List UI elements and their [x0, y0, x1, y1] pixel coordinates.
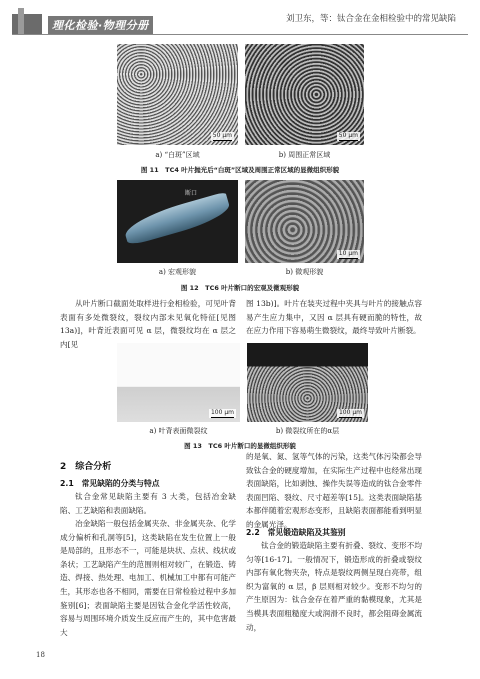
subsection-2-2-heading: 2.2 常见锻造缺陷及其鉴别 [246, 528, 346, 537]
fig12b-sem-photo [245, 180, 364, 263]
fig11b-scale-bar: 50 μm [338, 132, 358, 139]
logo-mark-bar [18, 8, 24, 34]
fig11-caption: 图 11 TC4 叶片抛光后“白斑”区域及周围正常区域的显微组织形貌 [140, 166, 340, 174]
fig11a-micrograph [117, 44, 238, 145]
logo-mark [12, 14, 42, 34]
section2-paragraph-4: 钛合金的锻造缺陷主要有折叠、裂纹、变形不均匀等[16-17]。一般情况下，锻造形成的折叠或裂纹内部有氧化物夹杂，特点是裂纹两侧呈现白亮带，组织为富氧的 α 层，β 层则相对较少。变形不均匀的产生原因为：钛合金存在着严重的黏模现象，尤其是当模具表面粗糙度大或润滑不良时，都会阻碍金属流动， [246, 541, 422, 632]
fig13a-label: a) 叶背表面微裂纹 [149, 427, 208, 435]
fig12b-scale-bar: 10 μm [338, 250, 358, 257]
blade-shape [122, 192, 233, 247]
section-heading: 2 综合分析 [60, 462, 112, 472]
fig13a-scale-bar: 100 μm [210, 409, 234, 416]
section2-paragraph-2: 冶金缺陷一般包括金属夹杂、非金属夹杂、化学成分偏析和孔洞等[5]，这类缺陷在发生位置上一般是局部的，且形态不一，可能是块状、点状、线状或条状；工艺缺陷产生的范围则相对较广，在锻造、铸造、焊接、热处理、电加工、机械加工中都有可能产生，其形态也各不相同，需要在日常检验过程中多加鉴别[6]；表面缺陷主要是因钛合金化学活性较高，容易与周围环境介质发生反应而产生的，其中危害最大 [60, 519, 236, 637]
body-paragraph-right: 图 13b)]。叶片在装夹过程中夹具与叶片的接触点容易产生应力集中，又因 α 层具有硬而脆的特性，故在应力作用下容易萌生微裂纹，最终导致叶片断裂。 [246, 299, 422, 336]
fig12-caption: 图 12 TC6 叶片断口的宏观及微观形貌 [180, 284, 300, 292]
section2-paragraph-1: 钛合金常见缺陷主要有 3 大类，包括冶金缺陷、工艺缺陷和表面缺陷。 [60, 492, 236, 515]
fig11b-micrograph [245, 44, 364, 145]
fig13b-scale-bar: 100 μm [338, 409, 362, 416]
fig13a-micrograph [117, 343, 240, 422]
body-paragraph-left: 从叶片断口截面处取样进行金相检验，可见叶背表面有多处微裂纹，裂纹内部未见氧化特征[见图13a)]，叶背近表面可见 α 层，微裂纹均在 α 层之内[见 [60, 299, 236, 349]
fig11a-scale-bar: 50 μm [212, 132, 232, 139]
fig13b-label: b) 微裂纹所在的α层 [275, 427, 340, 435]
subsection-2-1-heading: 2.1 常见缺陷的分类与特点 [60, 479, 160, 488]
fig12b-label: b) 微观形貌 [285, 268, 324, 276]
section2-paragraph-3: 的是氧、氮、氢等气体的污染，这类气体污染都会导致钛合金的硬度增加，在实际生产过程中也经常出现表面缺陷，比如剥蚀、操作失误等造成的钛合金零件表面凹陷、裂纹、尺寸超差等[15]。这类表面缺陷基本都伴随着宏观形态变形，且缺陷表面都能看到明显的金属光泽。 [246, 452, 422, 529]
page-number: 18 [36, 651, 45, 659]
fig12a-macro-photo [117, 180, 238, 263]
fig13b-micrograph [247, 343, 368, 422]
running-title: 刘卫东，等：钛合金在金相检验中的常见缺陷 [285, 14, 456, 24]
fig11a-label: a) “白斑”区域 [155, 151, 200, 159]
journal-name: 理化检验·物理分册 [48, 16, 153, 34]
journal-logo [12, 10, 162, 36]
fig13-caption: 图 13 TC6 叶片断口的显微组织形貌 [184, 442, 296, 450]
fracture-label: 断口 [185, 190, 198, 197]
header-divider [12, 34, 468, 35]
fig11b-label: b) 周围正常区域 [278, 151, 331, 159]
fig12a-label: a) 宏观形貌 [158, 268, 197, 276]
